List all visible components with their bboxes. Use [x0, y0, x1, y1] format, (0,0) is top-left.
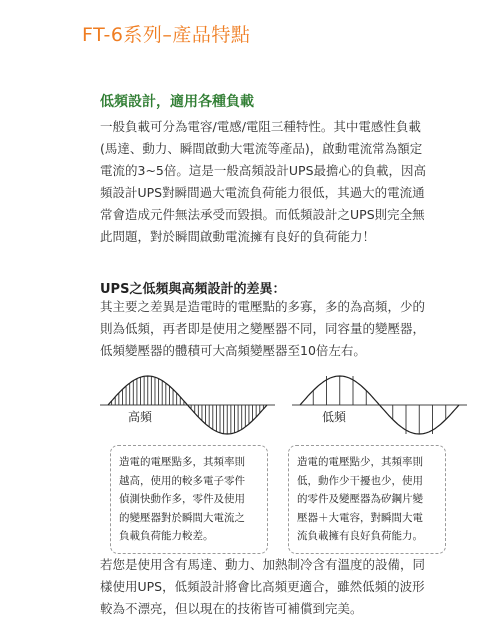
section-heading-low-frequency: 低頻設計，適用各種負載	[100, 94, 254, 110]
page-title: FT-6系列–產品特點	[82, 24, 251, 46]
box-line: 流負載擁有良好負荷能力。	[297, 530, 423, 542]
low-frequency-waveform	[292, 370, 467, 440]
box-line: 造電的電壓點少，其頻率則	[297, 456, 423, 468]
paragraph-line: 則為低頻，再者即是使用之變壓器不同，同容量的變壓器，	[100, 321, 426, 336]
box-line: 偵測快動作多，零件及使用	[119, 493, 245, 505]
box-line: 造電的電壓點多，其頻率則	[119, 456, 245, 468]
paragraph-line: 較為不漂亮，但以現在的技術皆可補償到完美。	[100, 601, 363, 616]
box-line: 低，動作少干擾也少，使用	[297, 474, 423, 487]
high-frequency-label: 高頻	[128, 410, 153, 424]
high-frequency-waveform-svg	[100, 370, 275, 440]
high-frequency-waveform	[100, 370, 275, 440]
box-line: 負載負荷能力較差。	[119, 530, 214, 542]
paragraph-line: (馬達、動力、瞬間啟動大電流等產品)，啟動電流常為額定	[100, 141, 423, 156]
paragraph-line: 低頻變壓器的體積可大高頻變壓器至10倍左右。	[100, 343, 366, 358]
paragraph-line: 其主要之差異是造電時的電壓點的多寡，多的為高頻，少的	[100, 299, 426, 314]
section-heading-difference: UPS之低頻與高頻設計的差異：	[100, 282, 286, 297]
low-frequency-waveform-svg	[292, 370, 467, 440]
paragraph-line: 樣使用UPS，低頻設計將會比高頻更適合，雖然低頻的波形	[100, 579, 425, 594]
low-frequency-label: 低頻	[322, 410, 347, 424]
box-line: 的零件及變壓器為矽鋼片變	[297, 493, 423, 505]
box-line: 壓器＋大電容，對瞬間大電	[297, 511, 423, 524]
box-line: 的變壓器對於瞬間大電流之	[119, 511, 245, 524]
box-line: 越高，使用的較多電子零件	[119, 474, 245, 487]
section1-paragraph	[100, 116, 470, 248]
paragraph-line: 電流的3~5倍。這是一般高頻設計UPS最擔心的負載，因高	[100, 163, 427, 178]
paragraph-line: 常會造成元件無法承受而毀損。而低頻設計之UPS則完全無	[100, 207, 425, 222]
section2-paragraph	[100, 296, 470, 362]
high-frequency-description-box	[110, 445, 268, 554]
paragraph-line: 若您是使用含有馬達、動力、加熱制冷含有溫度的設備，同	[100, 557, 426, 572]
paragraph-line: 一般負載可分為電容/電感/電阻三種特性。其中電感性負載	[100, 119, 421, 134]
section3-paragraph	[100, 554, 470, 620]
low-frequency-description-box	[288, 445, 446, 554]
paragraph-line: 頻設計UPS對瞬間過大電流負荷能力很低，其過大的電流通	[100, 185, 425, 200]
paragraph-line: 此問題，對於瞬間啟動電流擁有良好的負荷能力！	[100, 229, 376, 244]
